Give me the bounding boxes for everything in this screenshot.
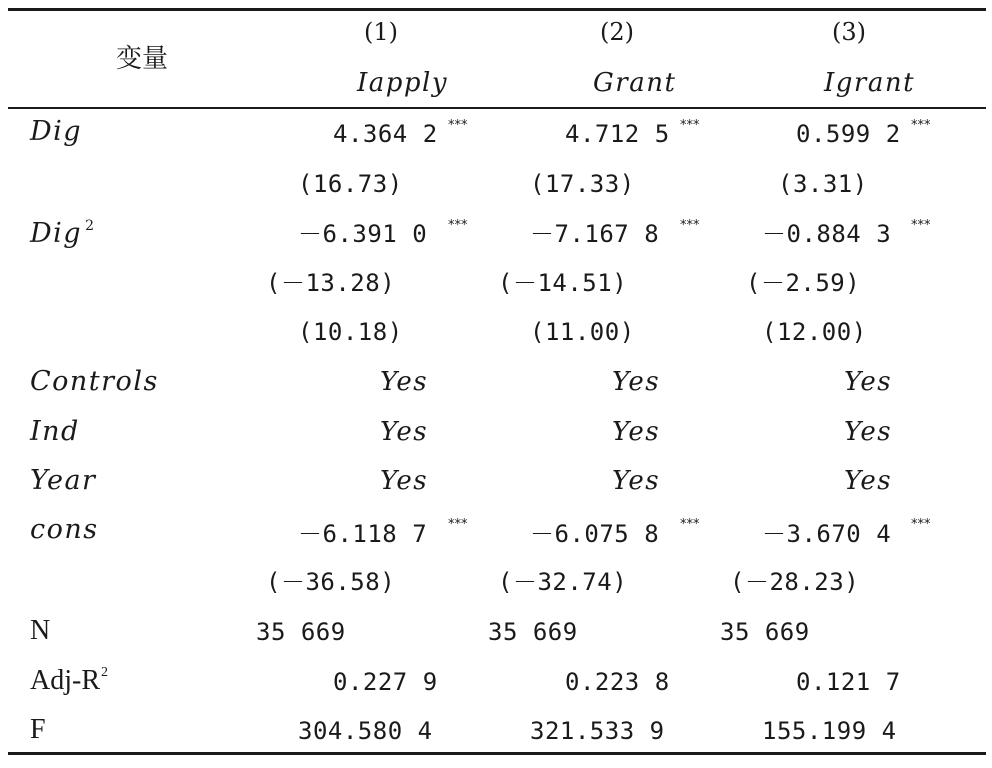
row-label-year: Year <box>30 465 97 496</box>
controls-value-3: Yes <box>844 367 893 397</box>
row-label-dig-squared <box>30 220 96 247</box>
header-col2-name: Grant <box>593 68 677 98</box>
row-label-n: N <box>30 615 51 646</box>
dig-coef-1: 4.364 2 <box>333 120 438 148</box>
dig2-star-1: *** <box>448 218 468 233</box>
adjr2-value-3: 0.121 7 <box>796 668 901 696</box>
header-rule <box>8 107 986 109</box>
dig2-tstat-3: (－2.59) <box>746 269 861 297</box>
cons-star-1: *** <box>448 517 468 532</box>
cons-tstat-3: (－28.23) <box>730 568 860 596</box>
dig2-coef-1: －6.391 0 <box>298 220 428 248</box>
dig2-tstat-2: (－14.51) <box>498 269 628 297</box>
cons-star-2: *** <box>680 517 700 532</box>
f-value-3: 155.199 4 <box>762 717 897 745</box>
dig-tstat-1: (16.73) <box>298 170 403 198</box>
controls-value-1: Yes <box>380 367 429 397</box>
dig-coef-2: 4.712 5 <box>565 120 670 148</box>
dig-tstat-3: (3.31) <box>778 170 868 198</box>
adjr2-value-2: 0.223 8 <box>565 668 670 696</box>
top-rule <box>8 8 986 11</box>
year-value-3: Yes <box>844 466 893 496</box>
row-label-adj-r2 <box>30 667 108 695</box>
header-col1-number: (1) <box>364 18 398 46</box>
extra-value-3: (12.00) <box>762 318 867 346</box>
dig-star-2: *** <box>680 118 700 133</box>
ind-value-2: Yes <box>612 417 661 447</box>
extra-value-2: (11.00) <box>530 318 635 346</box>
dig2-star-2: *** <box>680 218 700 233</box>
row-label-cons: cons <box>30 514 99 545</box>
dig-tstat-2: (17.33) <box>530 170 635 198</box>
ind-value-1: Yes <box>380 417 429 447</box>
row-label-dig: Dig <box>30 116 83 147</box>
header-col3-number: (3) <box>832 18 866 46</box>
header-col2-number: (2) <box>600 18 634 46</box>
cons-coef-3: －3.670 4 <box>762 520 892 548</box>
adj-r2-base: Adj-R <box>30 665 100 696</box>
header-col1-name: Iapply <box>357 68 449 98</box>
n-value-2: 35 669 <box>488 618 578 646</box>
row-label-controls: Controls <box>30 366 159 397</box>
dig2-tstat-1: (－13.28) <box>266 269 396 297</box>
f-value-1: 304.580 4 <box>298 717 433 745</box>
dig2-coef-2: －7.167 8 <box>530 220 660 248</box>
dig-squared-exponent: 2 <box>85 218 96 234</box>
controls-value-2: Yes <box>612 367 661 397</box>
year-value-2: Yes <box>612 466 661 496</box>
cons-coef-2: －6.075 8 <box>530 520 660 548</box>
bottom-rule <box>8 752 986 755</box>
adjr2-value-1: 0.227 9 <box>333 668 438 696</box>
ind-value-3: Yes <box>844 417 893 447</box>
cons-coef-1: －6.118 7 <box>298 520 428 548</box>
dig2-star-3: *** <box>911 218 931 233</box>
extra-value-1: (10.18) <box>298 318 403 346</box>
header-col3-name: Igrant <box>824 68 916 98</box>
n-value-1: 35 669 <box>256 618 346 646</box>
cons-tstat-2: (－32.74) <box>498 568 628 596</box>
dig-star-3: *** <box>911 118 931 133</box>
cons-tstat-1: (－36.58) <box>266 568 396 596</box>
row-label-ind: Ind <box>30 416 80 447</box>
adj-r2-exponent: 2 <box>101 665 108 680</box>
row-label-f: F <box>30 714 46 745</box>
dig2-coef-3: －0.884 3 <box>762 220 892 248</box>
dig-star-1: *** <box>448 118 468 133</box>
year-value-1: Yes <box>380 466 429 496</box>
header-var-label: 变量 <box>116 44 169 74</box>
cons-star-3: *** <box>911 517 931 532</box>
n-value-3: 35 669 <box>720 618 810 646</box>
f-value-2: 321.533 9 <box>530 717 665 745</box>
dig-coef-3: 0.599 2 <box>796 120 901 148</box>
dig-squared-base: Dig <box>30 218 83 249</box>
